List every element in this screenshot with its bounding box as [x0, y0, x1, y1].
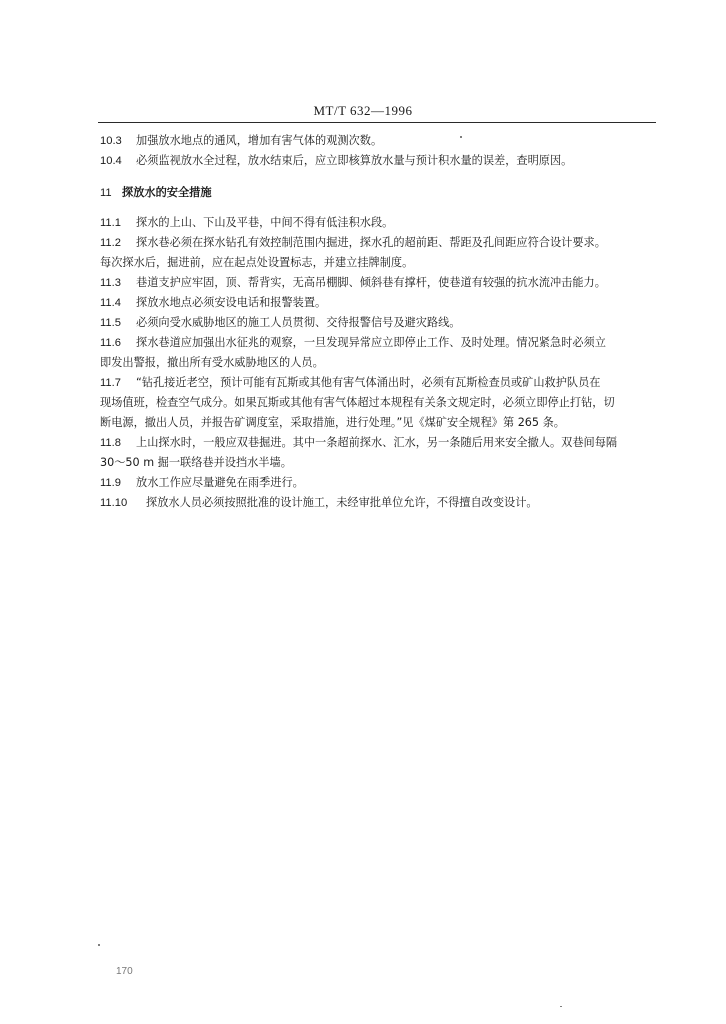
- clause-text: 探放水人员必须按照批准的设计施工，未经审批单位允许，不得擅自改变设计。: [146, 496, 538, 509]
- clause-text: 放水工作应尽量避免在雨季进行。: [136, 476, 304, 489]
- clause-number: 11.5: [100, 317, 121, 329]
- clause-number: 10.3: [100, 135, 122, 147]
- clause-11-1: [100, 213, 660, 233]
- clause-continuation: 30～50 m 掘一联络巷并设挡水半墙。: [100, 456, 292, 469]
- clause-text: 必须监视放水全过程，放水结束后，应立即核算放水量与预计积水量的误差，查明原因。: [136, 154, 573, 167]
- clause-continuation: 现场值班，检查空气成分。如果瓦斯或其他有害气体超过本规程有关条文规定时，必须立即停止打钻，切: [100, 396, 615, 409]
- scan-speck: [98, 944, 100, 946]
- clause-10-3: [100, 131, 660, 151]
- section-heading: [100, 183, 660, 203]
- clause-text: 探放水地点必须安设电话和报警装置。: [136, 296, 327, 309]
- page-number: 170: [116, 966, 133, 977]
- clause-11-6: [100, 333, 660, 373]
- clause-text: 探水巷必须在探水钻孔有效控制范围内掘进，探水孔的超前距、帮距及孔间距应符合设计要求。: [136, 236, 606, 249]
- scan-speck: [560, 1006, 562, 1007]
- clause-10-4: [100, 151, 660, 171]
- clause-number: 11.6: [100, 337, 121, 349]
- clause-text: 巷道支护应牢固，顶、帮背实，无高吊棚脚、倾斜巷有撑杆，使巷道有较强的抗水流冲击能力。: [136, 276, 606, 289]
- clause-number: 11.7: [100, 377, 121, 389]
- clause-11-8: [100, 433, 660, 473]
- standard-code: MT/T 632—1996: [313, 103, 413, 118]
- clause-number: 11.1: [100, 217, 121, 229]
- clause-text: “钻孔接近老空，预计可能有瓦斯或其他有害气体涌出时，必须有瓦斯检查员或矿山救护队员在: [136, 376, 601, 389]
- scan-speck: [460, 136, 462, 138]
- clause-number: 11.10: [100, 497, 128, 509]
- clause-11-4: [100, 293, 660, 313]
- clause-number: 11.4: [100, 297, 121, 309]
- section-number: 11: [100, 187, 112, 199]
- clause-number: 11.3: [100, 277, 121, 289]
- header-rule: [98, 122, 656, 123]
- clause-11-5: [100, 313, 660, 333]
- clause-number: 11.2: [100, 237, 121, 249]
- clause-11-7: [100, 373, 660, 433]
- document-body: [100, 131, 660, 513]
- clause-text: 加强放水地点的通风，增加有害气体的观测次数。: [136, 134, 383, 147]
- clause-continuation: 即发出警报，撤出所有受水威胁地区的人员。: [100, 356, 324, 369]
- clause-number: 10.4: [100, 155, 122, 167]
- clause-text: 必须向受水威胁地区的施工人员贯彻、交待报警信号及避灾路线。: [136, 316, 461, 329]
- clause-text: 上山探水时，一般应双巷掘进。其中一条超前探水、汇水，另一条随后用来安全撤人。双巷间每隔: [136, 436, 618, 449]
- clause-number: 11.8: [100, 437, 121, 449]
- clause-continuation: 每次探水后，掘进前，应在起点处设置标志，并建立挂牌制度。: [100, 256, 414, 269]
- clause-continuation: 断电源，撤出人员，并报告矿调度室，采取措施，进行处理。”见《煤矿安全规程》第 265 条。: [100, 416, 565, 429]
- clause-text: 探水的上山、下山及平巷，中间不得有低洼积水段。: [136, 216, 394, 229]
- clause-11-3: [100, 273, 660, 293]
- clause-11-10: [100, 493, 660, 513]
- section-title: 探放水的安全措施: [122, 186, 212, 199]
- clause-number: 11.9: [100, 477, 121, 489]
- clause-text: 探水巷道应加强出水征兆的观察，一旦发现异常应立即停止工作、及时处理。情况紧急时必须立: [136, 336, 606, 349]
- clause-11-2: [100, 233, 660, 273]
- clause-11-9: [100, 473, 660, 493]
